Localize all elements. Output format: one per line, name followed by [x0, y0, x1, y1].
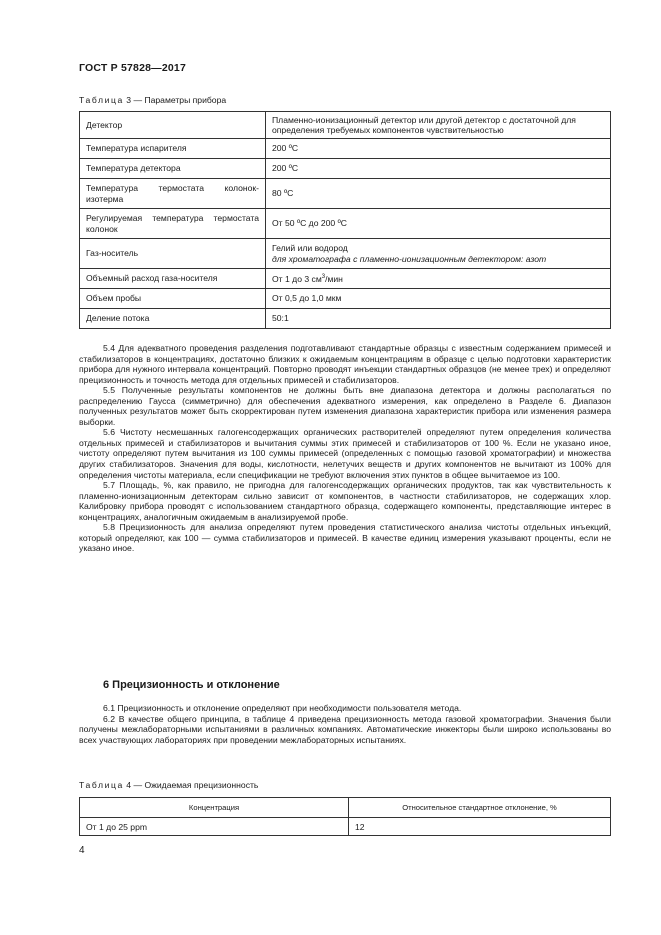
table4-caption-label: Таблица	[79, 780, 124, 790]
param-cell: Температура детектора	[80, 159, 266, 179]
section5-body	[79, 343, 611, 554]
table-row	[80, 289, 611, 309]
paragraph-5-4: 5.4 Для адекватного проведения разделения подготавливают стандартные образцы с известным содержанием примесей и стабилизаторов в концентрациях, достаточно близких к ожидаемым концентрациям в образце с целью подготовки характеристик прибора для нужного интервала концентраций. Повторно проводят инъекции стандартных образцов (не менее трех) и определяют прецизионность и точность метода для отдельных примесей и стабилизаторов.	[79, 343, 611, 385]
page-number: 4	[79, 845, 85, 856]
value-cell: Пламенно-ионизационный детектор или другой детектор с достаточной для определения требуемых компонентов чувствительностью	[266, 112, 611, 139]
table-row	[80, 269, 611, 289]
table-row	[80, 112, 611, 139]
param-cell: Объемный расход газа-носителя	[80, 269, 266, 289]
table4-caption-text: 4 — Ожидаемая прецизионность	[123, 780, 259, 790]
param-cell: Газ-носитель	[80, 239, 266, 269]
concentration-cell: От 1 до 25 ppm	[80, 818, 349, 836]
param-cell: Объем пробы	[80, 289, 266, 309]
flow-rate-unit: /мин	[325, 274, 343, 285]
table-header-row	[80, 798, 611, 818]
table-row	[80, 239, 611, 269]
table-row	[80, 179, 611, 209]
param-cell: Регулируемая температура термостата колонок	[80, 209, 266, 239]
column-header-rsd: Относительное стандартное отклонение, %	[349, 798, 611, 818]
flow-rate-exponent: 3	[321, 274, 326, 281]
table3-caption-label: Таблица	[79, 95, 124, 105]
param-cell: Детектор	[80, 112, 266, 139]
param-cell: Температура испарителя	[80, 139, 266, 159]
table3-caption-text: 3 — Параметры прибора	[123, 95, 227, 105]
column-header-concentration: Концентрация	[80, 798, 349, 818]
instrument-parameters-table	[79, 111, 611, 329]
rsd-cell: 12	[349, 818, 611, 836]
param-cell: Деление потока	[80, 309, 266, 329]
paragraph-6-2: 6.2 В качестве общего принципа, в таблице 4 приведена прецизионность метода газовой хроматографии. Значения были получены межлабораторными испытаниями в различных компаниях. Автоматические инжекторы были широко использованы во всех участвующих лабораториях при проведении межлабораторных испытаниях.	[79, 713, 611, 745]
table-row	[80, 159, 611, 179]
carrier-gas-value: Гелий или водород	[272, 243, 348, 254]
value-cell: От 50 ºС до 200 ºС	[266, 209, 611, 239]
paragraph-5-8: 5.8 Прецизионность для анализа определяют путем проведения статистического анализа чистоты отдельных инъекций, который определяют, как 100 — сумма стабилизаторов и примесей. В качестве единиц измерения указывают проценты, если не указано иное.	[79, 522, 611, 554]
section6-title: 6 Прецизионность и отклонение	[103, 679, 280, 691]
param-cell: Температура термостата колонок-изотерма	[80, 179, 266, 209]
table3-caption	[79, 95, 226, 105]
table-row	[80, 818, 611, 836]
paragraph-6-1: 6.1 Прецизионность и отклонение определяют при необходимости пользователя метода.	[103, 703, 462, 713]
paragraph-5-6: 5.6 Чистоту несмешанных галогенсодержащих органических растворителей определяют путем определения количества отдельных примесей и стабилизаторов и вычитания суммы этих примесей и стабилизаторов от 100 %. Если не указано иное, чистоту определяют путем вычитания из 100 суммы примесей (определенных с помощью газовой хроматографии) и множества других стабилизаторов. Значения для воды, кислотности, нелетучих веществ и других компонентов не вычитают из 100% для определения чистоты материала, если спецификации не требуют включения этих пунктов в общее вычитаемое из 100.	[79, 427, 611, 480]
expected-precision-table	[79, 797, 611, 836]
paragraph-5-7: 5.7 Площадь, %, как правило, не пригодна для галогенсодержащих органических продуктов, так как чувствительность к пламенно-ионизационным детекторам сильно зависит от компонентов, в частности стабилизаторов, не содержащих хлор. Калибровку прибора проводят с использованием стандартного образца, содержащего компоненты, представляющие интерес в концентрациях, аналогичным ожидаемым в анализируемой пробе.	[79, 480, 611, 522]
section6-body	[79, 703, 611, 745]
paragraph-5-5: 5.5 Полученные результаты компонентов не должны быть вне диапазона детектора и должны располагаться по распределению Гаусса (симметрично) для обеспечения адекватного измерения, как определено в Разделе 6. Диапазон полученных результатов может быть скорректирован путем изменения диапазона характеристик прибора или изменения размера выборки.	[79, 385, 611, 427]
table-row	[80, 309, 611, 329]
flow-rate-value: От 1 до 3 см	[272, 274, 322, 285]
table-row	[80, 139, 611, 159]
value-cell: От 0,5 до 1,0 мкм	[266, 289, 611, 309]
table-row	[80, 209, 611, 239]
document-header: ГОСТ Р 57828—2017	[79, 62, 187, 74]
value-cell	[266, 239, 611, 269]
value-cell: 80 ºС	[266, 179, 611, 209]
value-cell: 200 ºС	[266, 159, 611, 179]
value-cell: 50:1	[266, 309, 611, 329]
value-cell: 200 ºС	[266, 139, 611, 159]
value-cell	[266, 269, 611, 289]
table4-caption	[79, 780, 258, 790]
carrier-gas-note: для хроматографа с пламенно-ионизационным детектором: азот	[272, 253, 547, 264]
